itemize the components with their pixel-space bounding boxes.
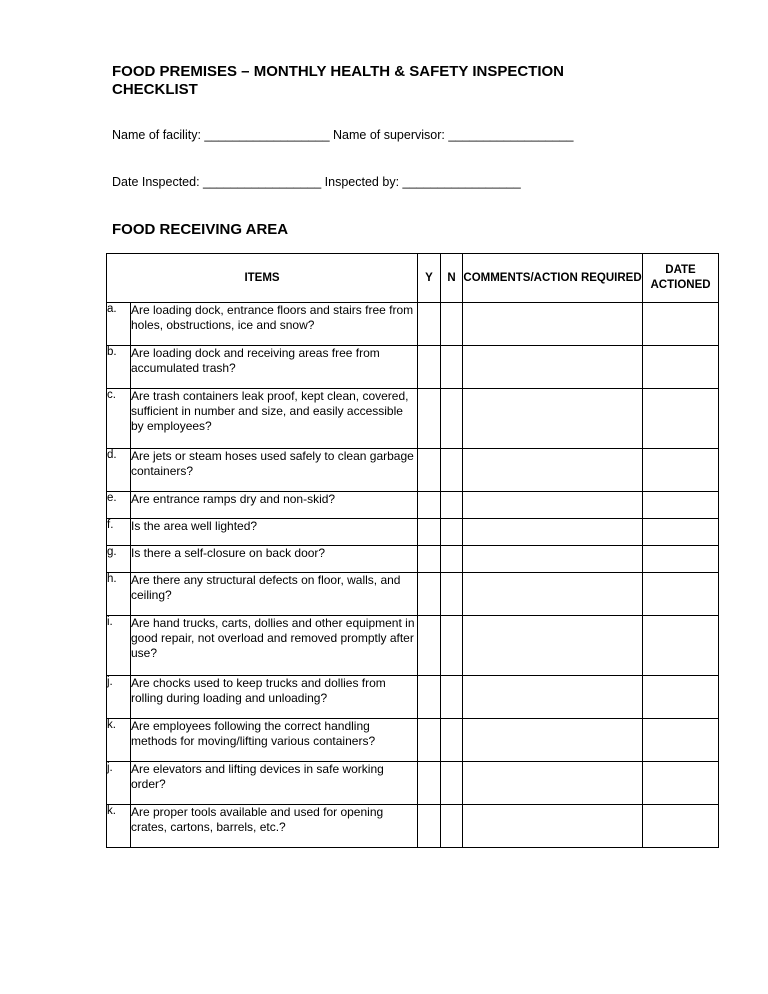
item-letter: h. bbox=[107, 573, 131, 616]
yes-cell[interactable] bbox=[418, 389, 441, 449]
yes-cell[interactable] bbox=[418, 676, 441, 719]
date-actioned-cell[interactable] bbox=[643, 492, 719, 519]
date-inspector-fields: Date Inspected: _________________ Inspected by: _________________ bbox=[112, 175, 521, 189]
date-actioned-header: DATE ACTIONED bbox=[643, 254, 719, 303]
item-question: Are hand trucks, carts, dollies and other equipment in good repair, not overload and removed promptly after use? bbox=[131, 616, 418, 676]
yes-header: Y bbox=[418, 254, 441, 303]
yes-cell[interactable] bbox=[418, 805, 441, 848]
yes-cell[interactable] bbox=[418, 492, 441, 519]
table-row bbox=[107, 492, 719, 519]
comments-cell[interactable] bbox=[463, 492, 643, 519]
yes-cell[interactable] bbox=[418, 762, 441, 805]
comments-cell[interactable] bbox=[463, 449, 643, 492]
comments-cell[interactable] bbox=[463, 762, 643, 805]
date-actioned-cell[interactable] bbox=[643, 719, 719, 762]
item-letter: j. bbox=[107, 762, 131, 805]
yes-cell[interactable] bbox=[418, 546, 441, 573]
item-letter: k. bbox=[107, 719, 131, 762]
section-heading: FOOD RECEIVING AREA bbox=[112, 221, 289, 238]
item-question: Are loading dock, entrance floors and stairs free from holes, obstructions, ice and snow? bbox=[131, 303, 418, 346]
item-letter: d. bbox=[107, 449, 131, 492]
table-row bbox=[107, 616, 719, 676]
table-row bbox=[107, 573, 719, 616]
comments-cell[interactable] bbox=[463, 346, 643, 389]
comments-cell[interactable] bbox=[463, 303, 643, 346]
item-question: Are there any structural defects on floor, walls, and ceiling? bbox=[131, 573, 418, 616]
yes-cell[interactable] bbox=[418, 449, 441, 492]
item-letter: k. bbox=[107, 805, 131, 848]
no-cell[interactable] bbox=[441, 762, 463, 805]
item-question: Are jets or steam hoses used safely to clean garbage containers? bbox=[131, 449, 418, 492]
no-cell[interactable] bbox=[441, 805, 463, 848]
item-question: Are elevators and lifting devices in safe working order? bbox=[131, 762, 418, 805]
item-letter: b. bbox=[107, 346, 131, 389]
table-row bbox=[107, 719, 719, 762]
date-actioned-cell[interactable] bbox=[643, 303, 719, 346]
no-cell[interactable] bbox=[441, 449, 463, 492]
inspection-checklist-table bbox=[106, 253, 719, 848]
yes-cell[interactable] bbox=[418, 616, 441, 676]
table-row bbox=[107, 519, 719, 546]
table-row bbox=[107, 676, 719, 719]
no-cell[interactable] bbox=[441, 546, 463, 573]
date-actioned-cell[interactable] bbox=[643, 676, 719, 719]
item-question: Is the area well lighted? bbox=[131, 519, 418, 546]
date-actioned-cell[interactable] bbox=[643, 805, 719, 848]
yes-cell[interactable] bbox=[418, 519, 441, 546]
item-question: Are employees following the correct handling methods for moving/lifting various containers? bbox=[131, 719, 418, 762]
item-letter: i. bbox=[107, 616, 131, 676]
item-question: Are loading dock and receiving areas free from accumulated trash? bbox=[131, 346, 418, 389]
no-cell[interactable] bbox=[441, 519, 463, 546]
item-letter: e. bbox=[107, 492, 131, 519]
facility-supervisor-fields: Name of facility: __________________ Name of supervisor: __________________ bbox=[112, 128, 574, 142]
items-header: ITEMS bbox=[107, 254, 418, 303]
yes-cell[interactable] bbox=[418, 346, 441, 389]
yes-cell[interactable] bbox=[418, 719, 441, 762]
comments-header: COMMENTS/ACTION REQUIRED bbox=[463, 254, 643, 303]
comments-cell[interactable] bbox=[463, 573, 643, 616]
table-header-row bbox=[107, 254, 719, 303]
item-question: Are chocks used to keep trucks and dollies from rolling during loading and unloading? bbox=[131, 676, 418, 719]
table-row bbox=[107, 805, 719, 848]
item-letter: c. bbox=[107, 389, 131, 449]
item-question: Are trash containers leak proof, kept clean, covered, sufficient in number and size, and easily accessible by employees? bbox=[131, 389, 418, 449]
no-header: N bbox=[441, 254, 463, 303]
comments-cell[interactable] bbox=[463, 389, 643, 449]
comments-cell[interactable] bbox=[463, 546, 643, 573]
no-cell[interactable] bbox=[441, 616, 463, 676]
table-row bbox=[107, 389, 719, 449]
comments-cell[interactable] bbox=[463, 805, 643, 848]
item-question: Are proper tools available and used for opening crates, cartons, barrels, etc.? bbox=[131, 805, 418, 848]
no-cell[interactable] bbox=[441, 676, 463, 719]
no-cell[interactable] bbox=[441, 719, 463, 762]
table-row bbox=[107, 449, 719, 492]
table-row bbox=[107, 762, 719, 805]
yes-cell[interactable] bbox=[418, 573, 441, 616]
date-actioned-cell[interactable] bbox=[643, 346, 719, 389]
no-cell[interactable] bbox=[441, 346, 463, 389]
item-letter: g. bbox=[107, 546, 131, 573]
date-actioned-cell[interactable] bbox=[643, 573, 719, 616]
document-title: FOOD PREMISES – MONTHLY HEALTH & SAFETY INSPECTION CHECKLIST bbox=[112, 63, 564, 98]
comments-cell[interactable] bbox=[463, 676, 643, 719]
comments-cell[interactable] bbox=[463, 719, 643, 762]
no-cell[interactable] bbox=[441, 492, 463, 519]
item-letter: a. bbox=[107, 303, 131, 346]
yes-cell[interactable] bbox=[418, 303, 441, 346]
item-question: Are entrance ramps dry and non-skid? bbox=[131, 492, 418, 519]
date-actioned-cell[interactable] bbox=[643, 519, 719, 546]
table-row bbox=[107, 303, 719, 346]
item-question: Is there a self-closure on back door? bbox=[131, 546, 418, 573]
item-letter: f. bbox=[107, 519, 131, 546]
table-row bbox=[107, 546, 719, 573]
no-cell[interactable] bbox=[441, 389, 463, 449]
item-letter: j. bbox=[107, 676, 131, 719]
date-actioned-cell[interactable] bbox=[643, 546, 719, 573]
no-cell[interactable] bbox=[441, 573, 463, 616]
date-actioned-cell[interactable] bbox=[643, 762, 719, 805]
date-actioned-cell[interactable] bbox=[643, 389, 719, 449]
table-row bbox=[107, 346, 719, 389]
no-cell[interactable] bbox=[441, 303, 463, 346]
date-actioned-cell[interactable] bbox=[643, 449, 719, 492]
comments-cell[interactable] bbox=[463, 519, 643, 546]
date-actioned-cell[interactable] bbox=[643, 616, 719, 676]
comments-cell[interactable] bbox=[463, 616, 643, 676]
